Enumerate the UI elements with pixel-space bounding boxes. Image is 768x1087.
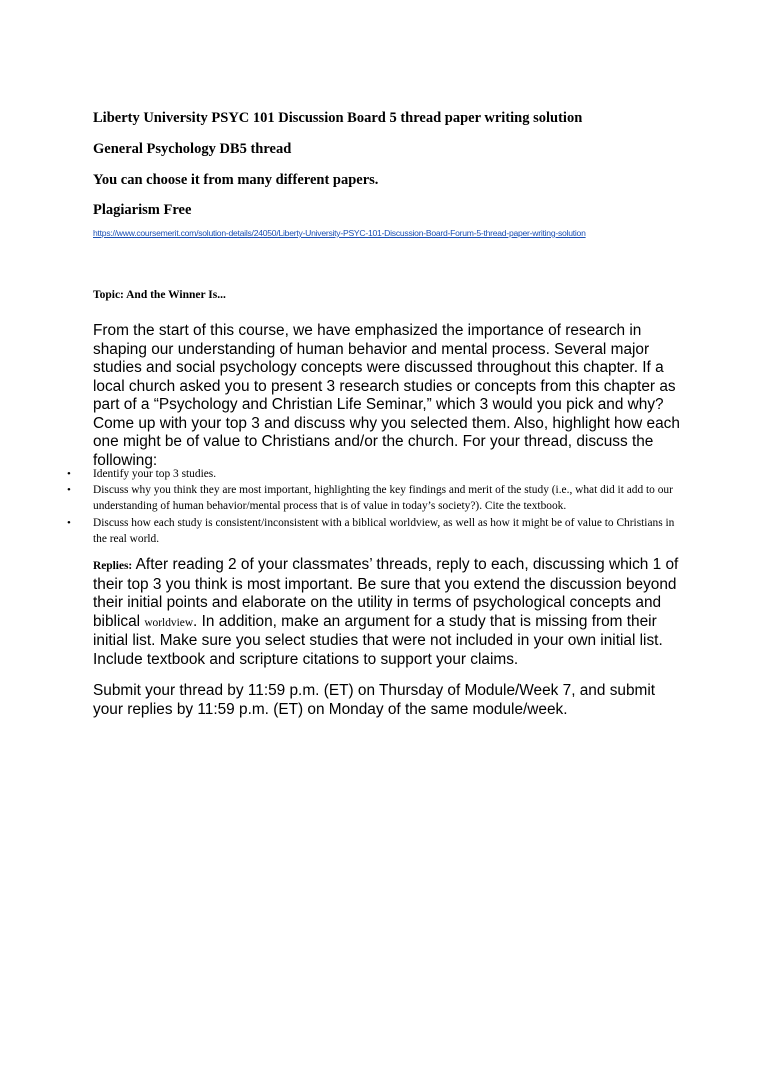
list-item-text: Identify your top 3 studies. (93, 468, 217, 480)
requirements-list (67, 466, 678, 547)
bullet-icon: • (67, 516, 71, 529)
topic-heading: Topic: And the Winner Is... (93, 289, 226, 301)
choose-line: You can choose it from many different papers. (93, 172, 379, 188)
replies-paragraph (93, 556, 683, 669)
replies-text-part2: . In addition, make an argument for a study that is missing from their initial list. Make sure you select studies that were not included in your own initial list. Include textbook and scripture citations to support your claims. (93, 612, 663, 668)
replies-worldview: worldview (144, 616, 194, 629)
replies-text-part1: After reading 2 of your classmates’ threads, reply to each, discussing which 1 of their top 3 you think is most important. Be sure that you extend the discussion beyond their initial points and elaborate on the utility in terms of psychological concepts and biblical (93, 556, 679, 630)
replies-label: Replies: (93, 560, 133, 572)
submit-paragraph: Submit your thread by 11:59 p.m. (ET) on Thursday of Module/Week 7, and submit your replies by 11:59 p.m. (ET) on Monday of the same module/week. (93, 682, 656, 718)
document-title: Liberty University PSYC 101 Discussion Board 5 thread paper writing solution (93, 110, 583, 126)
list-item (67, 482, 678, 514)
document-subtitle: General Psychology DB5 thread (93, 141, 292, 157)
bullet-icon: • (67, 484, 71, 497)
bullet-icon: • (67, 468, 71, 480)
plagiarism-free-line: Plagiarism Free (93, 202, 192, 218)
list-item (67, 466, 678, 482)
intro-paragraph: From the start of this course, we have emphasized the importance of research in shaping our understanding of human behavior and mental process. Several major studies and social psychology concepts were discussed throughout this chapter. If a local church asked you to present 3 research studies or concepts from this chapter as part of a “Psychology and Christian Life Seminar,” which 3 would you pick and why? Come up with your top 3 and discuss why you selected them. Also, highlight how each one might be of value to Christians and/or the church. For your thread, discuss the following: (93, 322, 680, 469)
list-item-text: Discuss how each study is consistent/inconsistent with a biblical worldview, as well as how it might be of value to Christians in the real world. (93, 516, 675, 545)
solution-link[interactable]: https://www.coursemerit.com/solution-details/24050/Liberty-University-PSYC-101-Discussion-Board-Forum-5-thread-paper-writing-solution (93, 228, 586, 238)
list-item (67, 515, 678, 547)
list-item-text: Discuss why you think they are most important, highlighting the key findings and merit of the study (i.e., what did it add to our understanding of human behavior/mental process that is of value in today’s society?). Cite the textbook. (93, 484, 673, 513)
